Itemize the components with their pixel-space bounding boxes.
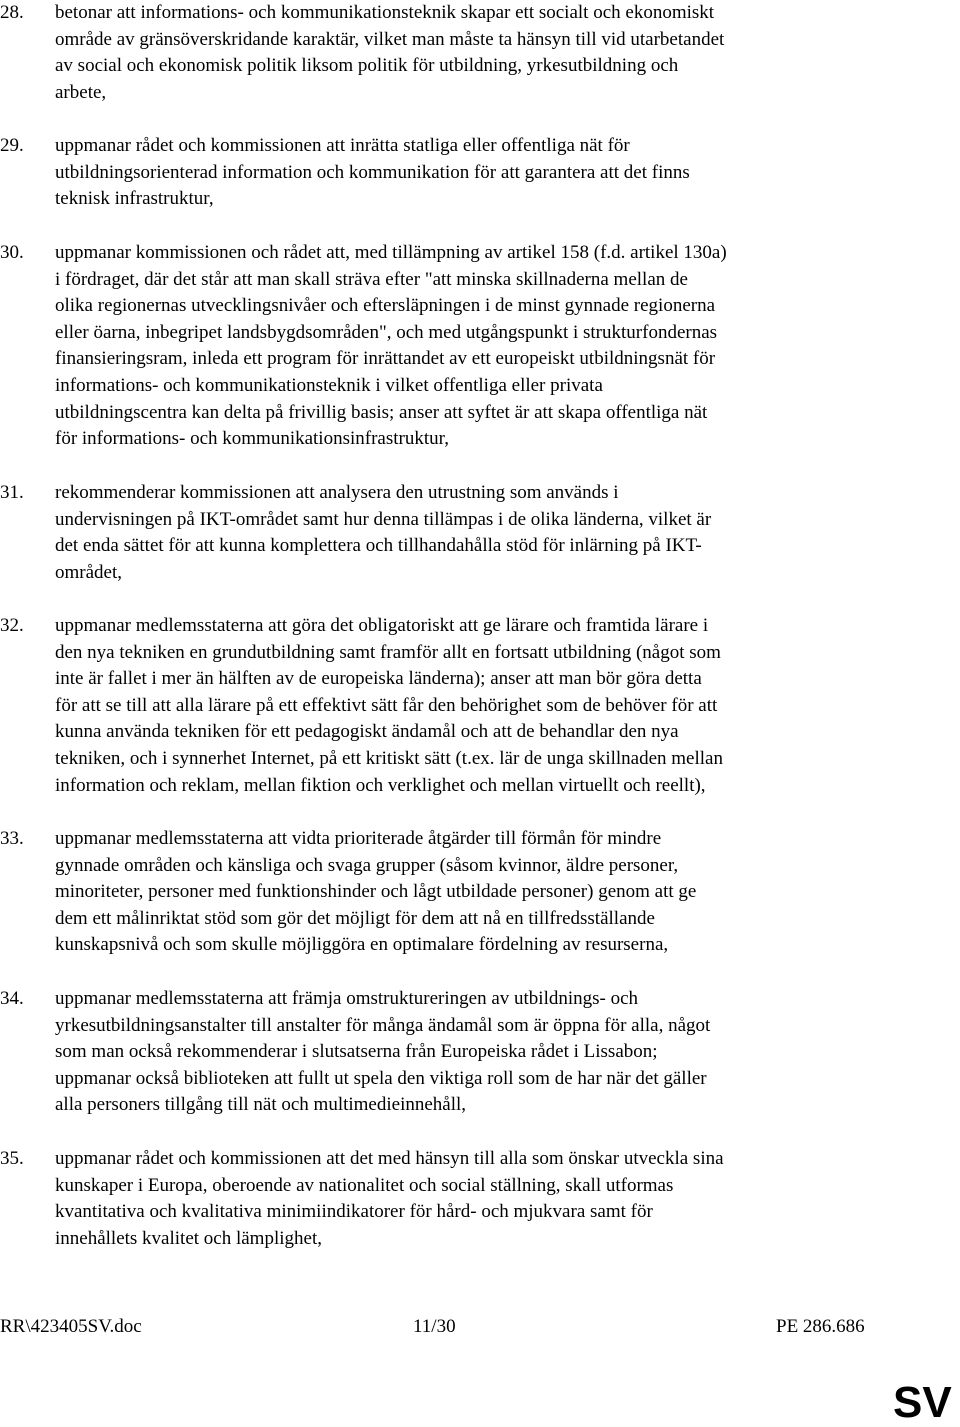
paragraph-text [55, 133, 875, 213]
paragraph-line: utbildningscentra kan delta på frivillig basis; anser att syftet är att skapa offentliga nät [55, 401, 708, 423]
paragraph-text [55, 986, 875, 1119]
paragraph-text [55, 826, 875, 959]
paragraph-item [0, 986, 960, 1119]
paragraph-line: för informations- och kommunikationsinfrastruktur, [55, 428, 449, 450]
paragraph-number: 28. [0, 2, 24, 23]
paragraph-line: i fördraget, där det står att man skall sträva efter "att minska skillnaderna mellan de [55, 268, 688, 290]
paragraph-line: kunskaper i Europa, oberoende av nationalitet och social ställning, skall utformas [55, 1174, 674, 1196]
paragraph-item [0, 613, 960, 799]
paragraph-item [0, 480, 960, 586]
paragraph-line: gynnade områden och känsliga och svaga grupper (såsom kvinnor, äldre personer, [55, 854, 679, 876]
paragraph-line: undervisningen på IKT-området samt hur denna tillämpas i de olika länderna, vilket är [55, 508, 712, 530]
paragraph-number: 30. [0, 242, 24, 263]
paragraph-line: tekniken, och i synnerhet Internet, på ett kritiskt sätt (t.ex. lär de unga skillnaden mellan [55, 747, 723, 769]
paragraph-line: dem ett målinriktat stöd som gör det möjligt för dem att nå en tillfredsställande [55, 907, 655, 929]
paragraph-number: 32. [0, 615, 24, 636]
paragraph-number: 35. [0, 1148, 24, 1169]
paragraph-item [0, 133, 960, 213]
paragraph-line: arbete, [55, 81, 107, 103]
paragraph-line: teknisk infrastruktur, [55, 188, 214, 210]
paragraph-line: kvantitativa och kvalitativa minimiindikatorer för hård- och mjukvara samt för [55, 1201, 653, 1223]
paragraph-item [0, 240, 960, 453]
paragraph-line: som man också rekommenderar i slutsatserna från Europeiska rådet i Lissabon; [55, 1041, 658, 1063]
paragraph-number: 33. [0, 828, 24, 849]
paragraph-text [55, 240, 875, 453]
paragraph-line: område av gränsöverskridande karaktär, vilket man måste ta hänsyn till vid utarbetandet [55, 28, 725, 50]
paragraph-text [55, 480, 875, 586]
paragraph-line: uppmanar rådet och kommissionen att inrätta statliga eller offentliga nät för [55, 135, 630, 156]
paragraph-item [0, 1146, 960, 1252]
paragraph-line: rekommenderar kommissionen att analysera den utrustning som används i [55, 482, 619, 503]
footer-document-reference: RR\423405SV.doc [0, 1316, 142, 1337]
paragraph-line: informations- och kommunikationsteknik i vilket offentliga eller privata [55, 374, 603, 396]
paragraph-line: alla personers tillgång till nät och multimedieinnehåll, [55, 1094, 467, 1116]
paragraph-line: det enda sättet för att kunna komplettera och tillhandahålla stöd för inlärning på IKT- [55, 535, 702, 557]
paragraph-line: innehållets kvalitet och lämplighet, [55, 1227, 322, 1249]
paragraph-line: den nya tekniken en grundutbildning samt framför allt en fortsatt utbildning (något som [55, 641, 721, 663]
paragraph-text [55, 0, 875, 106]
paragraph-line: kunna använda tekniken för ett pedagogiskt ändamål och att de behandlar den nya [55, 721, 679, 743]
paragraph-line: utbildningsorienterad information och kommunikation för att garantera att det finns [55, 161, 690, 183]
paragraph-line: uppmanar också biblioteken att fullt ut spela den viktiga roll som de har när det gäller [55, 1067, 707, 1089]
footer-pe-number: PE 286.686 [776, 1316, 865, 1337]
paragraph-line: finansieringsram, inleda ett program för inrättandet av ett europeiskt utbildningsnät för [55, 348, 716, 370]
paragraph-line: uppmanar medlemsstaterna att göra det obligatoriskt att ge lärare och framtida lärare i [55, 615, 709, 636]
paragraph-line: uppmanar medlemsstaterna att främja omstruktureringen av utbildnings- och [55, 988, 639, 1009]
paragraph-line: för att se till att alla lärare på ett effektivt sätt får den behörighet som de behöver för att [55, 694, 718, 716]
paragraph-line: yrkesutbildningsanstalter till anstalter för många ändamål som är öppna för alla, något [55, 1014, 711, 1036]
paragraph-line: minoriteter, personer med funktionshinder och lågt utbildade personer) genom att ge [55, 881, 697, 903]
paragraph-line: uppmanar rådet och kommissionen att det med hänsyn till alla som önskar utveckla sina [55, 1148, 724, 1169]
paragraph-line: området, [55, 561, 123, 583]
paragraph-item [0, 826, 960, 959]
paragraph-line: inte är fallet i mer än hälften av de europeiska länderna); anser att man bör göra detta [55, 668, 702, 690]
paragraph-line: betonar att informations- och kommunikationsteknik skapar ett socialt och ekonomiskt [55, 2, 715, 23]
paragraph-line: olika regionernas utvecklingsnivåer och eftersläpningen i de minst gynnade regionerna [55, 295, 716, 317]
paragraph-line: eller öarna, inbegripet landsbygdsområden", och med utgångspunkt i strukturfondernas [55, 321, 718, 343]
paragraph-text [55, 1146, 875, 1252]
paragraph-item [0, 0, 960, 106]
paragraph-line: kunskapsnivå och som skulle möjliggöra en optimalare fördelning av resurserna, [55, 934, 669, 956]
paragraph-number: 29. [0, 135, 24, 156]
paragraph-line: uppmanar kommissionen och rådet att, med tillämpning av artikel 158 (f.d. artikel 130a) [55, 242, 727, 263]
language-tag: SV [893, 1378, 952, 1427]
paragraph-line: information och reklam, mellan fiktion och verklighet och mellan virtuellt och reellt), [55, 774, 706, 796]
paragraph-number: 34. [0, 988, 24, 1009]
page-footer [0, 1314, 960, 1340]
paragraph-number: 31. [0, 482, 24, 503]
paragraph-line: uppmanar medlemsstaterna att vidta prioriterade åtgärder till förmån för mindre [55, 828, 662, 849]
footer-page-number: 11/30 [413, 1316, 456, 1337]
paragraph-text [55, 613, 875, 799]
paragraph-line: av social och ekonomisk politik liksom politik för utbildning, yrkesutbildning och [55, 55, 679, 77]
